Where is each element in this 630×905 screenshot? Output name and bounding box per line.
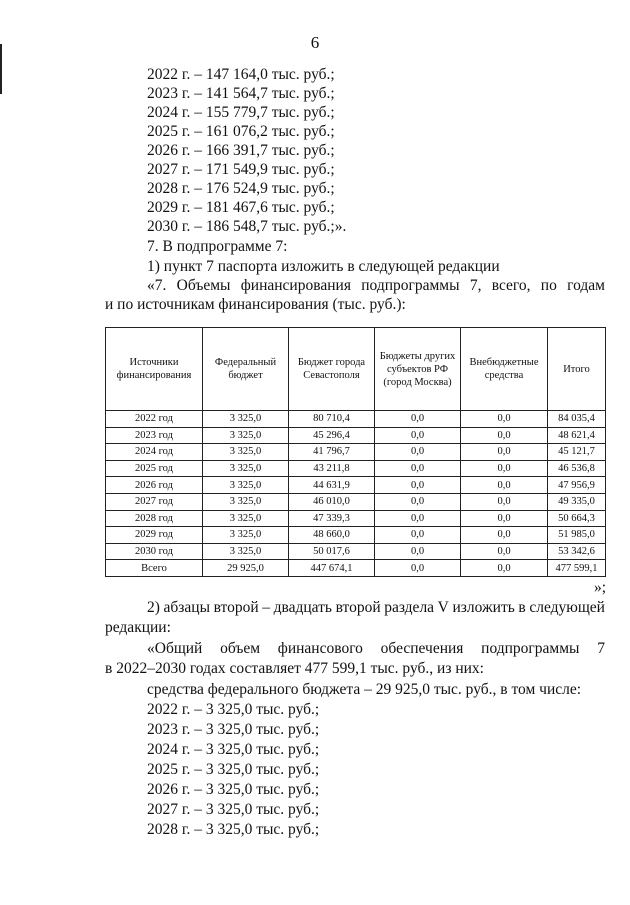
table-cell: 0,0	[375, 510, 461, 527]
table-cell: 0,0	[461, 477, 548, 494]
table-row	[106, 527, 606, 544]
word: изложить	[452, 599, 515, 616]
table-cell: 3 325,0	[203, 411, 289, 428]
column-header: Федеральный бюджет	[203, 328, 289, 411]
table-cell: 0,0	[375, 543, 461, 560]
word: 2)	[147, 599, 160, 616]
table-row	[106, 543, 606, 560]
table-cell: 46 536,8	[548, 460, 606, 477]
table-cell: 53 342,6	[548, 543, 606, 560]
table-row	[106, 560, 606, 577]
word: подпрограммы	[481, 640, 580, 657]
table-body	[106, 411, 606, 577]
table-cell: 41 796,7	[289, 444, 375, 461]
paragraph-line: редакции:	[105, 619, 171, 636]
table-cell: 477 599,1	[548, 560, 606, 577]
table-cell: 84 035,4	[548, 411, 606, 428]
word: объем	[220, 640, 261, 657]
table-cell: 2024 год	[106, 444, 203, 461]
word: Объемы	[176, 277, 231, 294]
table-cell: Всего	[106, 560, 203, 577]
quote-line: в 2022–2030 годах составляет 477 599,1 тыс. руб., из них:	[105, 660, 484, 677]
table-row	[106, 493, 606, 510]
column-header: Бюджет города Севастополя	[289, 328, 375, 411]
table-cell: 45 296,4	[289, 427, 375, 444]
table-row	[106, 411, 606, 428]
word: второй	[335, 599, 381, 616]
word: 7	[597, 640, 605, 657]
page-number: 6	[310, 33, 320, 52]
table-cell: 47 956,9	[548, 477, 606, 494]
table-cell: 2029 год	[106, 527, 203, 544]
table-cell: 47 339,3	[289, 510, 375, 527]
word: всего,	[491, 277, 531, 294]
word: годам	[567, 277, 605, 294]
table-cell: 3 325,0	[203, 477, 289, 494]
table-row	[106, 510, 606, 527]
word: по	[540, 277, 557, 294]
table-cell: 2025 год	[106, 460, 203, 477]
table-cell: 0,0	[461, 460, 548, 477]
quote-line-justified	[147, 276, 605, 295]
quote-line-justified	[147, 639, 605, 658]
table-cell: 0,0	[375, 527, 461, 544]
table-close-quote: »;	[594, 579, 607, 596]
table-header-row	[106, 328, 606, 411]
table-cell: 45 121,7	[548, 444, 606, 461]
word: 7,	[469, 277, 482, 294]
list-item: 2025 г. – 3 325,0 тыс. руб.;	[147, 761, 320, 778]
paragraph-line-justified	[147, 598, 605, 617]
table-cell: 2028 год	[106, 510, 203, 527]
table-cell: 3 325,0	[203, 427, 289, 444]
word: обеспечения	[380, 640, 464, 657]
item7-subitem: 1) пункт 7 паспорта изложить в следующей редакции	[147, 258, 500, 275]
table-row	[106, 444, 606, 461]
table-cell: 2023 год	[106, 427, 203, 444]
table-row	[106, 477, 606, 494]
word: двадцать	[273, 599, 332, 616]
table-cell: 0,0	[375, 477, 461, 494]
word: следующей	[529, 599, 605, 616]
list-item: 2028 г. – 3 325,0 тыс. руб.;	[147, 821, 320, 838]
quote-line: и по источникам финансирования (тыс. руб.):	[105, 296, 406, 313]
list-item: 2028 г. – 176 524,9 тыс. руб.;	[147, 180, 335, 197]
list-item: 2029 г. – 181 467,6 тыс. руб.;	[147, 199, 335, 216]
table-cell: 0,0	[461, 411, 548, 428]
table-cell: 0,0	[461, 493, 548, 510]
table-cell: 80 710,4	[289, 411, 375, 428]
table-cell: 49 335,0	[548, 493, 606, 510]
table-cell: 2027 год	[106, 493, 203, 510]
table-cell: 29 925,0	[203, 560, 289, 577]
table-cell: 2022 год	[106, 411, 203, 428]
word: финансирования	[240, 277, 351, 294]
word: раздела	[384, 599, 435, 616]
word: V	[437, 599, 449, 616]
list-item: 2024 г. – 3 325,0 тыс. руб.;	[147, 741, 320, 758]
table-cell: 0,0	[461, 510, 548, 527]
table-cell: 50 017,6	[289, 543, 375, 560]
table-cell: 0,0	[461, 527, 548, 544]
table-cell: 43 211,8	[289, 460, 375, 477]
column-header: Внебюджетные средства	[461, 328, 548, 411]
column-header: Итого	[548, 328, 606, 411]
table-cell: 3 325,0	[203, 493, 289, 510]
table-cell: 51 985,0	[548, 527, 606, 544]
word: финансового	[277, 640, 363, 657]
table-cell: 2026 год	[106, 477, 203, 494]
word: подпрограммы	[361, 277, 460, 294]
table-cell: 0,0	[461, 427, 548, 444]
table-cell: 3 325,0	[203, 527, 289, 544]
column-header: Источники финансирования	[106, 328, 203, 411]
table-cell: 3 325,0	[203, 510, 289, 527]
table-cell: 0,0	[375, 493, 461, 510]
word: второй	[213, 599, 259, 616]
list-item: 2030 г. – 186 548,7 тыс. руб.;».	[147, 218, 347, 235]
table-cell: 44 631,9	[289, 477, 375, 494]
table-cell: 0,0	[461, 543, 548, 560]
table-cell: 0,0	[375, 560, 461, 577]
list-item: 2027 г. – 3 325,0 тыс. руб.;	[147, 801, 320, 818]
table-row	[106, 460, 606, 477]
list-item: 2026 г. – 166 391,7 тыс. руб.;	[147, 142, 335, 159]
table-row	[106, 427, 606, 444]
table-cell: 0,0	[461, 444, 548, 461]
table-cell: 48 621,4	[548, 427, 606, 444]
table-cell: 0,0	[375, 427, 461, 444]
list-item: 2022 г. – 147 164,0 тыс. руб.;	[147, 66, 335, 83]
word: –	[262, 599, 270, 616]
column-header: Бюджеты других субъектов РФ (город Москва)	[375, 328, 461, 411]
list-item: 2023 г. – 3 325,0 тыс. руб.;	[147, 721, 320, 738]
table-cell: 447 674,1	[289, 560, 375, 577]
word: в	[518, 599, 526, 616]
list-item: 2027 г. – 171 549,9 тыс. руб.;	[147, 161, 335, 178]
table-cell: 3 325,0	[203, 460, 289, 477]
table-cell: 48 660,0	[289, 527, 375, 544]
financing-table	[105, 327, 606, 577]
list-item: 2022 г. – 3 325,0 тыс. руб.;	[147, 701, 320, 718]
list-item: 2024 г. – 155 779,7 тыс. руб.;	[147, 104, 335, 121]
table-cell: 0,0	[375, 460, 461, 477]
word: «7.	[147, 277, 167, 294]
table-cell: 50 664,3	[548, 510, 606, 527]
list-item: 2026 г. – 3 325,0 тыс. руб.;	[147, 781, 320, 798]
table-cell: 2030 год	[106, 543, 203, 560]
table-cell: 0,0	[461, 560, 548, 577]
table-cell: 0,0	[375, 411, 461, 428]
list-item: 2025 г. – 161 076,2 тыс. руб.;	[147, 123, 335, 140]
item7-heading: 7. В подпрограмме 7:	[147, 238, 288, 255]
list-item: 2023 г. – 141 564,7 тыс. руб.;	[147, 85, 335, 102]
table-cell: 0,0	[375, 444, 461, 461]
table-cell: 3 325,0	[203, 444, 289, 461]
table-cell: 3 325,0	[203, 543, 289, 560]
word: «Общий	[147, 640, 203, 657]
federal-budget-line: средства федерального бюджета – 29 925,0 тыс. руб., в том числе:	[147, 681, 582, 698]
word: абзацы	[163, 599, 210, 616]
table-cell: 46 010,0	[289, 493, 375, 510]
